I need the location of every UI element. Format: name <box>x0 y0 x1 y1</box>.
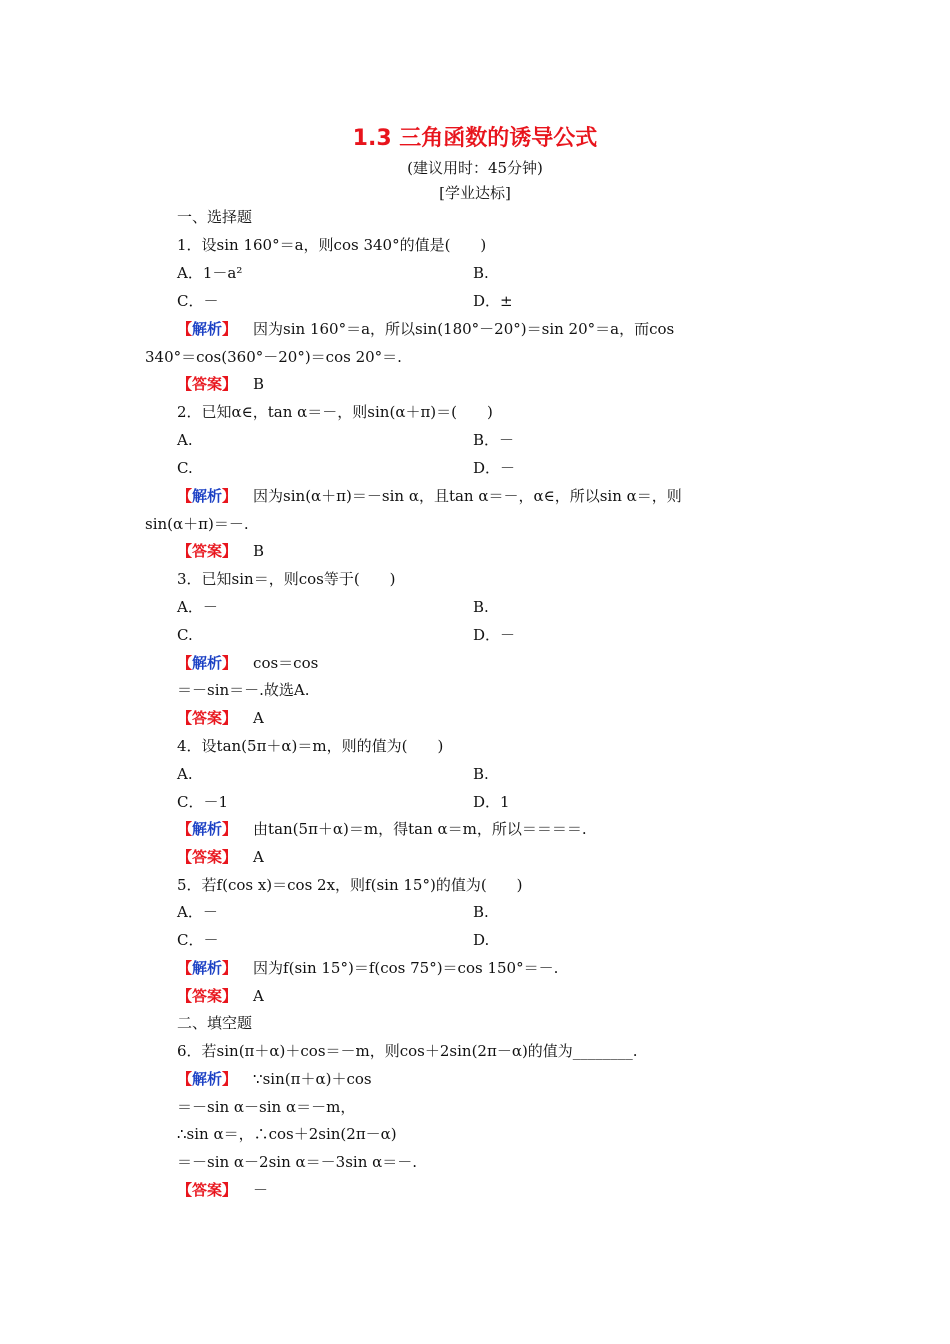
q5-analysis-text1: 因为f(sin 15°)＝f(cos 75°)＝cos 150°＝－. <box>253 959 559 977</box>
q5-analysis-line1 <box>177 958 558 978</box>
section-multiple-choice: 一、选择题 <box>177 208 253 226</box>
answer-label: 答案 <box>192 375 223 393</box>
bracket-close: 】 <box>222 375 238 393</box>
analysis-label: 解析 <box>192 1070 223 1088</box>
q2-option-d: D．－ <box>473 459 516 477</box>
bracket-close: 】 <box>222 709 238 727</box>
q5-option-c: C．－ <box>177 931 219 949</box>
suggested-time: (建议用时：45分钟) <box>407 159 543 177</box>
q6-analysis-line1 <box>177 1069 372 1089</box>
q1-answer <box>177 374 264 394</box>
q6-stem: 6．若sin(π＋α)＋cos＝－m，则cos＋2sin(2π－α)的值为________. <box>177 1042 638 1060</box>
bracket-close: 】 <box>222 820 238 838</box>
analysis-label: 解析 <box>192 959 223 977</box>
bracket-close: 】 <box>222 654 238 672</box>
q3-option-c: C. <box>177 626 193 644</box>
q3-analysis-line2: ＝－sin＝－.故选A. <box>177 681 310 699</box>
q5-option-d: D. <box>473 931 490 949</box>
q3-option-b: B. <box>473 598 489 616</box>
analysis-label: 解析 <box>192 654 223 672</box>
q5-option-a: A．－ <box>177 903 218 921</box>
bracket-open: 【 <box>177 848 193 866</box>
q2-option-a: A. <box>177 431 193 449</box>
analysis-label: 解析 <box>192 820 223 838</box>
bracket-open: 【 <box>177 375 193 393</box>
q4-answer <box>177 847 264 867</box>
q2-option-c: C. <box>177 459 193 477</box>
bracket-open: 【 <box>177 320 193 338</box>
analysis-label: 解析 <box>192 487 223 505</box>
q6-answer <box>177 1180 268 1200</box>
q5-option-b: B. <box>473 903 489 921</box>
bracket-open: 【 <box>177 959 193 977</box>
bracket-open: 【 <box>177 542 193 560</box>
q2-option-b: B．－ <box>473 431 515 449</box>
q1-option-a: A．1－a² <box>177 264 243 282</box>
q1-option-d: D．± <box>473 292 513 310</box>
q3-option-d: D．－ <box>473 626 516 644</box>
q6-analysis-line4: ＝－sin α－2sin α＝－3sin α＝－. <box>177 1153 418 1171</box>
bracket-close: 】 <box>222 848 238 866</box>
q4-stem: 4．设tan(5π＋α)＝m，则的值为( ) <box>177 737 444 755</box>
q4-option-d: D．1 <box>473 793 510 811</box>
answer-label: 答案 <box>192 987 223 1005</box>
bracket-close: 】 <box>222 487 238 505</box>
answer-label: 答案 <box>192 709 223 727</box>
q4-option-c: C．－1 <box>177 793 229 811</box>
bracket-close: 】 <box>222 959 238 977</box>
bracket-close: 】 <box>222 1070 238 1088</box>
answer-label: 答案 <box>192 542 223 560</box>
level-label: [学业达标] <box>439 184 511 202</box>
q4-analysis-text1: 由tan(5π＋α)＝m，得tan α＝m，所以＝＝＝＝. <box>253 820 587 838</box>
bracket-open: 【 <box>177 1181 193 1199</box>
q5-answer-value: A <box>253 987 264 1005</box>
q2-analysis-line1 <box>177 486 682 506</box>
analysis-label: 解析 <box>192 320 223 338</box>
q4-analysis-line1 <box>177 819 587 839</box>
bracket-open: 【 <box>177 1070 193 1088</box>
q6-analysis-text1: ∵sin(π＋α)＋cos <box>253 1070 372 1088</box>
q2-analysis-text1: 因为sin(α＋π)＝－sin α，且tan α＝－，α∈，所以sin α＝，则 <box>253 487 682 505</box>
q2-analysis-line2: sin(α＋π)＝－. <box>145 515 249 533</box>
q4-answer-value: A <box>253 848 264 866</box>
q1-stem: 1．设sin 160°＝a，则cos 340°的值是( ) <box>177 236 487 254</box>
bracket-open: 【 <box>177 487 193 505</box>
q1-analysis-line1 <box>177 319 674 339</box>
bracket-close: 】 <box>222 987 238 1005</box>
q6-analysis-line3: ∴sin α＝，∴cos＋2sin(2π－α) <box>177 1125 397 1143</box>
bracket-open: 【 <box>177 654 193 672</box>
q3-stem: 3．已知sin＝，则cos等于( ) <box>177 570 396 588</box>
bracket-open: 【 <box>177 820 193 838</box>
q5-answer <box>177 986 264 1006</box>
q1-option-c: C．－ <box>177 292 219 310</box>
q3-analysis-line1 <box>177 653 318 673</box>
q1-answer-value: B <box>253 375 265 393</box>
q4-option-a: A. <box>177 765 193 783</box>
q5-stem: 5．若f(cos x)＝cos 2x，则f(sin 15°)的值为( ) <box>177 876 523 894</box>
q3-option-a: A．－ <box>177 598 218 616</box>
q4-option-b: B. <box>473 765 489 783</box>
q3-analysis-text1: cos＝cos <box>253 654 319 672</box>
bracket-close: 】 <box>222 542 238 560</box>
bracket-close: 】 <box>222 1181 238 1199</box>
q2-answer <box>177 541 264 561</box>
bracket-close: 】 <box>222 320 238 338</box>
section-fill-in: 二、填空题 <box>177 1014 253 1032</box>
answer-label: 答案 <box>192 848 223 866</box>
q2-stem: 2．已知α∈，tan α＝－，则sin(α＋π)＝( ) <box>177 403 493 421</box>
answer-label: 答案 <box>192 1181 223 1199</box>
q1-analysis-text1: 因为sin 160°＝a，所以sin(180°－20°)＝sin 20°＝a，而cos <box>253 320 675 338</box>
q3-answer <box>177 708 264 728</box>
q3-answer-value: A <box>253 709 264 727</box>
bracket-open: 【 <box>177 709 193 727</box>
bracket-open: 【 <box>177 987 193 1005</box>
q1-analysis-line2: 340°＝cos(360°－20°)＝cos 20°＝. <box>145 348 402 366</box>
q6-analysis-line2: ＝－sin α－sin α＝－m， <box>177 1098 356 1116</box>
q2-answer-value: B <box>253 542 265 560</box>
page-title: 1.3 三角函数的诱导公式 <box>352 126 598 151</box>
q1-option-b: B. <box>473 264 489 282</box>
q6-answer-value: － <box>253 1181 269 1199</box>
